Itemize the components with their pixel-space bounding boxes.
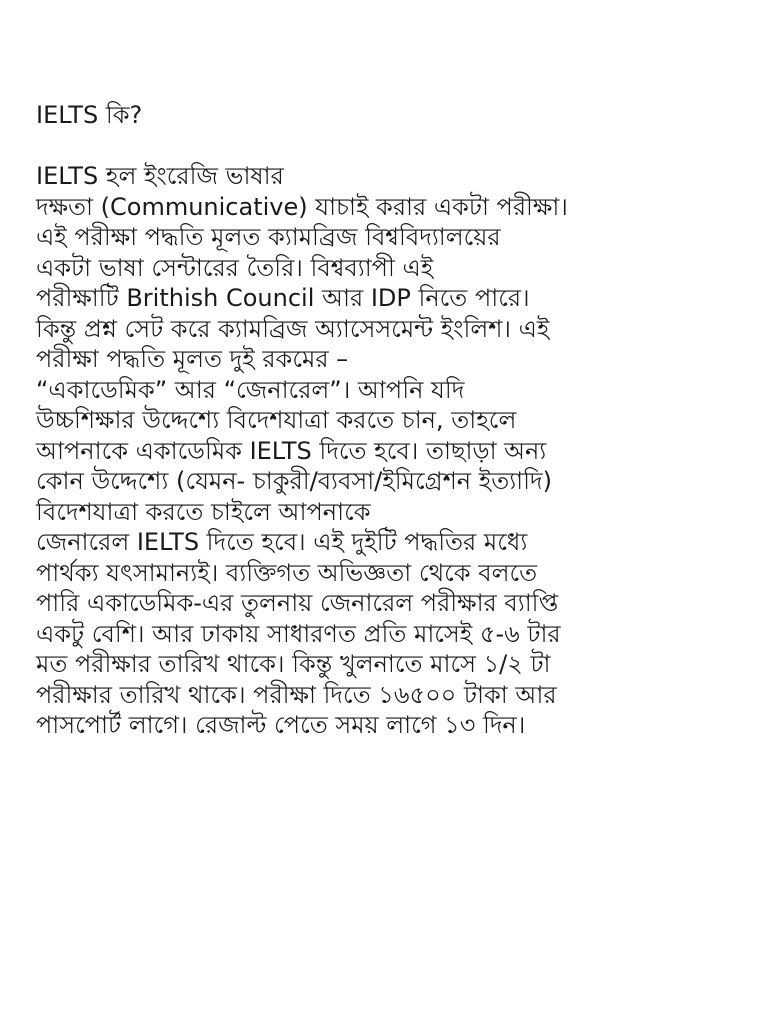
article [36, 100, 736, 741]
text-line: IELTS হল ইংরেজি ভাষার [36, 162, 284, 190]
text-line: দক্ষতা (Communicative) যাচাই করার একটা পরীক্ষা। [36, 192, 568, 221]
text-line: পরীক্ষা পদ্ধতি মূলত দুই রকমের – [36, 345, 349, 373]
text-line: পার্থক্য যৎসামান্যই। ব্যক্তিগত অভিজ্ঞতা থেকে বলতে [36, 558, 538, 587]
text-line: একটু বেশি। আর ঢাকায় সাধারণত প্রতি মাসেই ৫-৬ টার [36, 619, 561, 648]
text-line: “একাডেমিক” আর “জেনারেল”। আপনি যদি [36, 375, 465, 404]
text-line: পরীক্ষাটি Brithish Council আর IDP নিতে পারে। [36, 284, 530, 312]
text-line: কিন্তু প্রশ্ন সেট করে ক্যামব্রিজ অ্যাসেসমেন্ট ইংলিশ। এই [36, 314, 550, 343]
text-line: বিদেশযাত্রা করতে চাইলে আপনাকে [36, 497, 371, 526]
text-line: কোন উদ্দেশ্যে (যেমন- চাকুরী/ব্যবসা/ইমিগ্রেশন ইত্যাদি) [36, 467, 552, 495]
text-line: পারি একাডেমিক-এর তুলনায় জেনারেল পরীক্ষার ব্যাপ্তি [36, 589, 559, 617]
article-body [36, 161, 736, 741]
text-line: উচ্চশিক্ষার উদ্দেশ্যে বিদেশযাত্রা করতে চান, তাহলে [36, 406, 517, 434]
article-heading: IELTS কি? [36, 101, 143, 129]
text-line: একটা ভাষা সেন্টারের তৈরি। বিশ্বব্যাপী এই [36, 253, 434, 282]
text-line: জেনারেল IELTS দিতে হবে। এই দুইটি পদ্ধতির মধ্যে [36, 528, 528, 556]
text-line: এই পরীক্ষা পদ্ধতি মূলত ক্যামব্রিজ বিশ্ববিদ্যালয়ের [36, 223, 501, 251]
text-line: পাসপোর্ট লাগে। রেজাল্ট পেতে সময় লাগে ১৩ দিন। [36, 711, 526, 739]
text-line: পরীক্ষার তারিখ থাকে। পরীক্ষা দিতে ১৬৫০০ টাকা আর [36, 680, 557, 709]
text-line: মত পরীক্ষার তারিখ থাকে। কিন্তু খুলনাতে মাসে ১/২ টা [36, 650, 551, 678]
text-line: আপনাকে একাডেমিক IELTS দিতে হবে। তাছাড়া অন্য [36, 436, 547, 465]
